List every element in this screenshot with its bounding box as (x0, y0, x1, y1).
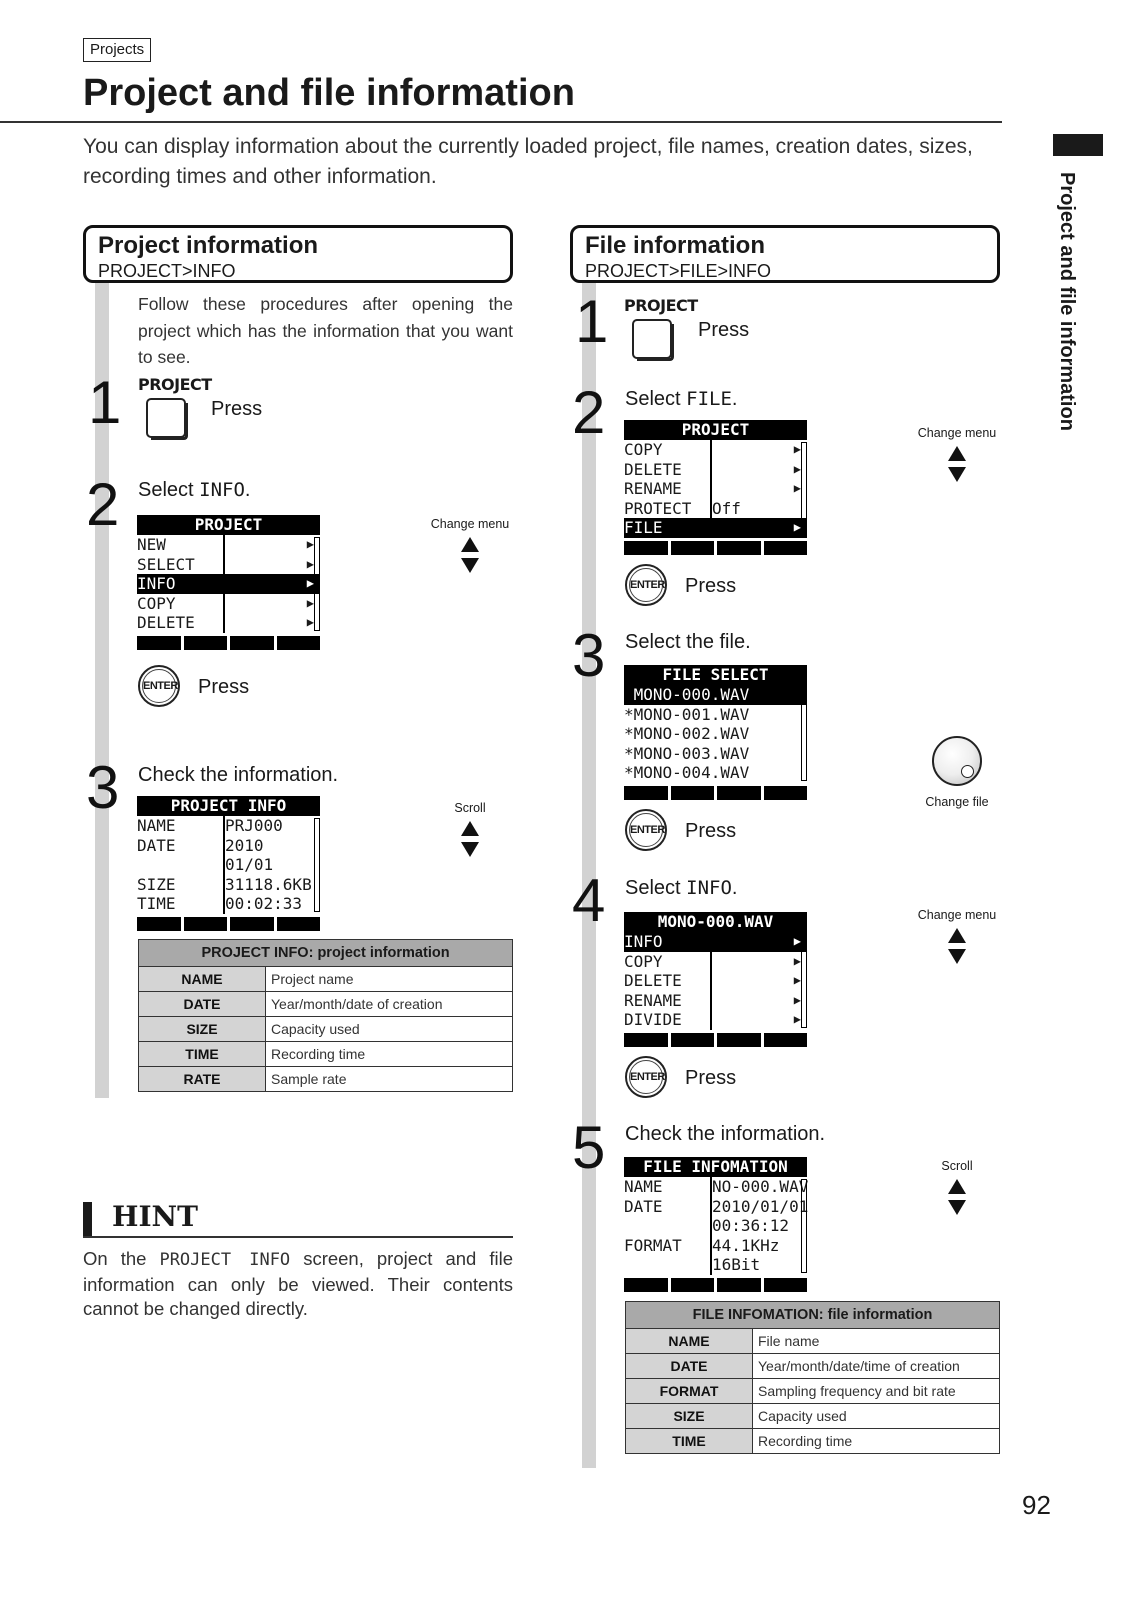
lcd-row-label: COPY (624, 951, 663, 971)
step-number: 3 (86, 754, 120, 821)
lcd-footer-block (764, 541, 808, 555)
lcd-row (137, 594, 320, 614)
lcd-footer-block (624, 1278, 668, 1292)
press-label: Press (685, 820, 737, 842)
side-tab-marker (1053, 134, 1103, 156)
lcd-row (137, 836, 320, 856)
table-value: Recording time (753, 1429, 1000, 1454)
lcd-footer-block (764, 1278, 808, 1292)
enter-button-icon[interactable]: ENTER (625, 1056, 667, 1098)
submenu-arrow-icon: ▶ (793, 442, 801, 456)
scroll-indicator[interactable] (430, 801, 510, 857)
table-value: Capacity used (266, 1017, 513, 1042)
lcd-row-label: RENAME (624, 990, 682, 1010)
lcd-scrollbar (801, 442, 807, 536)
scroll-label: Scroll (941, 1159, 973, 1173)
up-arrow-icon (948, 446, 966, 461)
lcd-row-label: NAME (624, 1177, 663, 1196)
lcd-row-label: COPY (624, 440, 663, 459)
hint-marker (83, 1202, 92, 1236)
table-value: Capacity used (753, 1404, 1000, 1429)
lcd-row (137, 535, 320, 555)
table-caption: FILE INFOMATION: file information (626, 1302, 1000, 1329)
up-arrow-icon (948, 1179, 966, 1194)
submenu-arrow-icon: ▶ (306, 556, 314, 571)
lcd-row-value: 16Bit (712, 1255, 761, 1274)
lcd-footer (137, 636, 320, 650)
lcd-row-value: PRJ000 (225, 816, 283, 835)
lcd-row (624, 1236, 807, 1256)
step-number: 2 (572, 379, 606, 446)
table-row (626, 1329, 1000, 1354)
submenu-arrow-icon: ▶ (793, 992, 801, 1007)
lcd-row-value: 01/01 (225, 855, 274, 874)
table-row (626, 1354, 1000, 1379)
lcd-row-label: *MONO-004.WAV (624, 763, 750, 782)
table-row (626, 1379, 1000, 1404)
lcd-footer-block (277, 917, 321, 931)
step-number: 3 (572, 622, 606, 689)
file-info-header (570, 225, 1000, 283)
lcd-header: MONO-000.WAV (624, 912, 807, 932)
submenu-arrow-icon: ▶ (793, 481, 801, 495)
table-row (139, 1067, 513, 1092)
press-label: Press (698, 319, 750, 341)
lcd-row-label: INFO (137, 574, 176, 593)
step-number: 1 (575, 288, 609, 355)
title-divider (0, 121, 1002, 123)
submenu-arrow-icon: ▶ (793, 520, 801, 534)
hint-title: HINT (112, 1200, 198, 1233)
table-row (626, 1404, 1000, 1429)
project-button-icon (146, 398, 186, 438)
lcd-footer-block (624, 1033, 668, 1047)
lcd-divider (223, 816, 225, 914)
step-instruction: Check the information. (625, 1123, 826, 1145)
lcd-row (624, 724, 807, 744)
lcd-footer-block (671, 541, 715, 555)
lcd-row (624, 1216, 807, 1236)
table-key: NAME (139, 967, 266, 992)
lcd-footer-block (717, 1278, 761, 1292)
scroll-label: Scroll (454, 801, 486, 815)
step-number: 2 (86, 471, 120, 538)
lcd-footer-block (764, 1033, 808, 1047)
page-number: 92 (1022, 1490, 1051, 1520)
table-key: RATE (139, 1067, 266, 1092)
lcd-footer-block (230, 917, 274, 931)
table-key: NAME (626, 1329, 753, 1354)
step-instruction: Select INFO. (138, 479, 251, 501)
lcd-row (624, 952, 807, 972)
lcd-row (624, 1197, 807, 1217)
hint-divider (83, 1236, 513, 1238)
lcd-divider (710, 932, 712, 1030)
down-arrow-icon (948, 949, 966, 964)
lcd-footer-block (184, 636, 228, 650)
lcd-header: PROJECT (624, 420, 807, 440)
submenu-arrow-icon: ▶ (306, 615, 314, 629)
project-key[interactable] (138, 375, 212, 438)
up-arrow-icon (948, 928, 966, 943)
scroll-indicator[interactable] (912, 1159, 1002, 1215)
lcd-row (624, 685, 807, 705)
lcd-body (624, 440, 807, 538)
step-instruction: Select INFO. (625, 877, 738, 899)
lcd-footer-block (184, 917, 228, 931)
table-key: FORMAT (626, 1379, 753, 1404)
lcd-footer (624, 541, 807, 555)
lcd-row (624, 1177, 807, 1197)
lcd-row-value: 44.1KHz (712, 1235, 780, 1255)
section-title: File information (585, 232, 765, 259)
submenu-arrow-icon: ▶ (793, 973, 801, 987)
lcd-row-value: 2010/01/01 (712, 1196, 809, 1216)
lcd-footer-block (137, 917, 181, 931)
lcd-row-label: *MONO-003.WAV (624, 743, 750, 763)
lcd-row-value: 00:36:12 (712, 1216, 790, 1235)
lcd-divider (223, 535, 225, 633)
step-number: 4 (572, 867, 606, 934)
lcd-row (624, 763, 807, 783)
table-row (139, 1042, 513, 1067)
lcd-row (137, 816, 320, 836)
change-menu-indicator[interactable] (912, 908, 1002, 964)
lcd-divider (710, 1177, 712, 1275)
step-instruction: Check the information. (138, 764, 339, 786)
down-arrow-icon (948, 467, 966, 482)
lcd-row-value: 2010 (225, 835, 264, 855)
submenu-arrow-icon: ▶ (306, 595, 314, 610)
lcd-row (137, 613, 320, 633)
lcd-row-label: INFO (624, 932, 663, 951)
lcd-body (624, 932, 807, 1030)
lcd-project-info (137, 796, 320, 931)
down-arrow-icon (461, 842, 479, 857)
change-menu-indicator[interactable] (430, 517, 510, 573)
lcd-row-value: NO-000.WAV (712, 1177, 809, 1196)
lcd-body (137, 535, 320, 633)
lcd-footer-block (277, 636, 321, 650)
table-key: SIZE (626, 1404, 753, 1429)
lcd-project-menu (624, 420, 807, 555)
lcd-row-label: DELETE (624, 971, 682, 990)
lcd-footer-block (671, 1033, 715, 1047)
lcd-row-value: 31118.6KB (225, 874, 312, 894)
table-row (139, 967, 513, 992)
step-instruction: Select FILE. (625, 388, 738, 410)
lcd-row-label: DIVIDE (624, 1010, 682, 1029)
lcd-footer-block (717, 1033, 761, 1047)
project-key[interactable] (624, 296, 698, 359)
table-key: TIME (139, 1042, 266, 1067)
lcd-row-label: DELETE (624, 459, 682, 479)
lead-text: Follow these procedures after opening the project which has the information that you want to see. (138, 294, 513, 367)
submenu-arrow-icon: ▶ (793, 953, 801, 968)
table-key: SIZE (139, 1017, 266, 1042)
lcd-row-label: FORMAT (624, 1235, 682, 1255)
up-arrow-icon (461, 821, 479, 836)
table-value: Year/month/date/time of creation (753, 1354, 1000, 1379)
submenu-arrow-icon: ▶ (306, 576, 314, 590)
lcd-row (624, 705, 807, 725)
change-menu-indicator[interactable] (912, 426, 1002, 482)
table-value: Sampling frequency and bit rate (753, 1379, 1000, 1404)
lcd-footer (137, 917, 320, 931)
step-number: 5 (572, 1114, 606, 1181)
submenu-arrow-icon: ▶ (793, 1012, 801, 1026)
table-value: Year/month/date of creation (266, 992, 513, 1017)
enter-button-icon[interactable]: ENTER (138, 665, 180, 707)
lcd-row (624, 971, 807, 991)
lcd-row-label: SIZE (137, 874, 176, 894)
section-path: PROJECT>INFO (98, 261, 236, 281)
lcd-row-label: *MONO-001.WAV (624, 704, 750, 724)
lcd-footer (624, 786, 807, 800)
lcd-row (624, 518, 807, 538)
press-label: Press (685, 1067, 737, 1089)
lcd-row-label: SELECT (137, 554, 195, 574)
lcd-row-label: NAME (137, 816, 176, 835)
lcd-footer-block (717, 541, 761, 555)
lcd-header: FILE SELECT (624, 665, 807, 685)
lcd-header: PROJECT INFO (137, 796, 320, 816)
lcd-footer-block (624, 541, 668, 555)
press-label: Press (211, 398, 263, 420)
lcd-footer-block (137, 636, 181, 650)
lcd-divider (710, 440, 712, 538)
down-arrow-icon (948, 1200, 966, 1215)
lcd-row-label: TIME (137, 894, 176, 913)
section-title: Project information (98, 232, 319, 259)
step-instruction: Select the file. (625, 631, 751, 653)
lcd-row (624, 460, 807, 480)
table-row (139, 1017, 513, 1042)
lcd-footer-block (764, 786, 808, 800)
key-label: PROJECT (624, 296, 698, 315)
submenu-arrow-icon: ▶ (793, 934, 801, 948)
lcd-row-label: PROTECT (624, 498, 692, 518)
change-menu-label: Change menu (430, 517, 510, 531)
lcd-footer (624, 1278, 807, 1292)
lcd-header: FILE INFOMATION (624, 1157, 807, 1177)
lcd-row-value: Off (712, 498, 741, 518)
lcd-row (624, 744, 807, 764)
project-button-icon (632, 319, 672, 359)
lcd-footer-block (624, 786, 668, 800)
key-label: PROJECT (138, 375, 212, 394)
lcd-header: PROJECT (137, 515, 320, 535)
section-path: PROJECT>FILE>INFO (585, 261, 772, 281)
lcd-row (137, 894, 320, 914)
lcd-footer-block (671, 786, 715, 800)
lcd-footer (624, 1033, 807, 1047)
table-caption: PROJECT INFO: project information (139, 940, 513, 967)
table-key: TIME (626, 1429, 753, 1454)
lcd-file-information (624, 1157, 807, 1292)
page-title: Project and file information (83, 72, 575, 114)
section-tag: Projects (83, 38, 151, 62)
intro-text: You can display information about the currently loaded project, file names, creation dates, sizes, recording times and other information. (83, 135, 973, 188)
lcd-row (624, 991, 807, 1011)
up-arrow-icon (461, 537, 479, 552)
lcd-body (624, 685, 807, 783)
step-number: 1 (88, 369, 122, 436)
lcd-row-label: DATE (137, 835, 176, 855)
table-key: DATE (626, 1354, 753, 1379)
project-info-table (138, 939, 513, 1092)
lcd-row (137, 574, 320, 594)
change-menu-label: Change menu (917, 426, 997, 440)
table-value: Project name (266, 967, 513, 992)
lcd-row (137, 855, 320, 875)
lcd-file-select (624, 665, 807, 800)
submenu-arrow-icon: ▶ (793, 461, 801, 476)
change-menu-label: Change menu (917, 908, 997, 922)
lcd-row-label: DATE (624, 1196, 663, 1216)
lcd-row (624, 440, 807, 460)
lcd-row-label: MONO-000.WAV (624, 685, 750, 704)
press-label: Press (198, 676, 250, 698)
down-arrow-icon (461, 558, 479, 573)
lcd-row-label: FILE (624, 518, 663, 537)
lcd-row-label: COPY (137, 593, 176, 613)
project-info-header (83, 225, 513, 283)
lcd-scrollbar (314, 818, 320, 912)
table-key: DATE (139, 992, 266, 1017)
dial-icon[interactable] (932, 736, 982, 786)
lcd-scrollbar (801, 934, 807, 1028)
lcd-row (624, 1255, 807, 1275)
table-value: Recording time (266, 1042, 513, 1067)
lcd-row-label: RENAME (624, 479, 682, 498)
lcd-footer-block (717, 786, 761, 800)
enter-button-icon[interactable]: ENTER (625, 809, 667, 851)
press-label: Press (685, 575, 737, 597)
lcd-body (624, 1177, 807, 1275)
lcd-row (624, 479, 807, 499)
hint-text: On the PROJECT INFO screen, project and file information can only be viewed. Their contents cannot be changed directly. (83, 1248, 513, 1319)
lcd-scrollbar (314, 537, 320, 631)
enter-button-icon[interactable]: ENTER (625, 564, 667, 606)
lcd-row-label: NEW (137, 535, 166, 554)
table-value: File name (753, 1329, 1000, 1354)
lcd-row (624, 932, 807, 952)
lcd-scrollbar (801, 1179, 807, 1273)
lcd-body (137, 816, 320, 914)
lcd-scrollbar (801, 687, 807, 781)
file-info-table (625, 1301, 1000, 1454)
side-label: Project and file information (1056, 172, 1078, 431)
lcd-footer-block (230, 636, 274, 650)
table-row (626, 1429, 1000, 1454)
lcd-project-menu (137, 515, 320, 650)
lcd-row (137, 875, 320, 895)
lcd-file-menu (624, 912, 807, 1047)
lcd-row-label: *MONO-002.WAV (624, 724, 750, 743)
lcd-row (624, 1010, 807, 1030)
submenu-arrow-icon: ▶ (306, 537, 314, 551)
table-row (139, 992, 513, 1017)
lcd-row-value: 00:02:33 (225, 894, 303, 913)
lcd-footer-block (671, 1278, 715, 1292)
change-file-label: Change file (925, 795, 989, 809)
lcd-row (624, 499, 807, 519)
lcd-row-label: DELETE (137, 613, 195, 632)
table-value: Sample rate (266, 1067, 513, 1092)
lcd-row (137, 555, 320, 575)
